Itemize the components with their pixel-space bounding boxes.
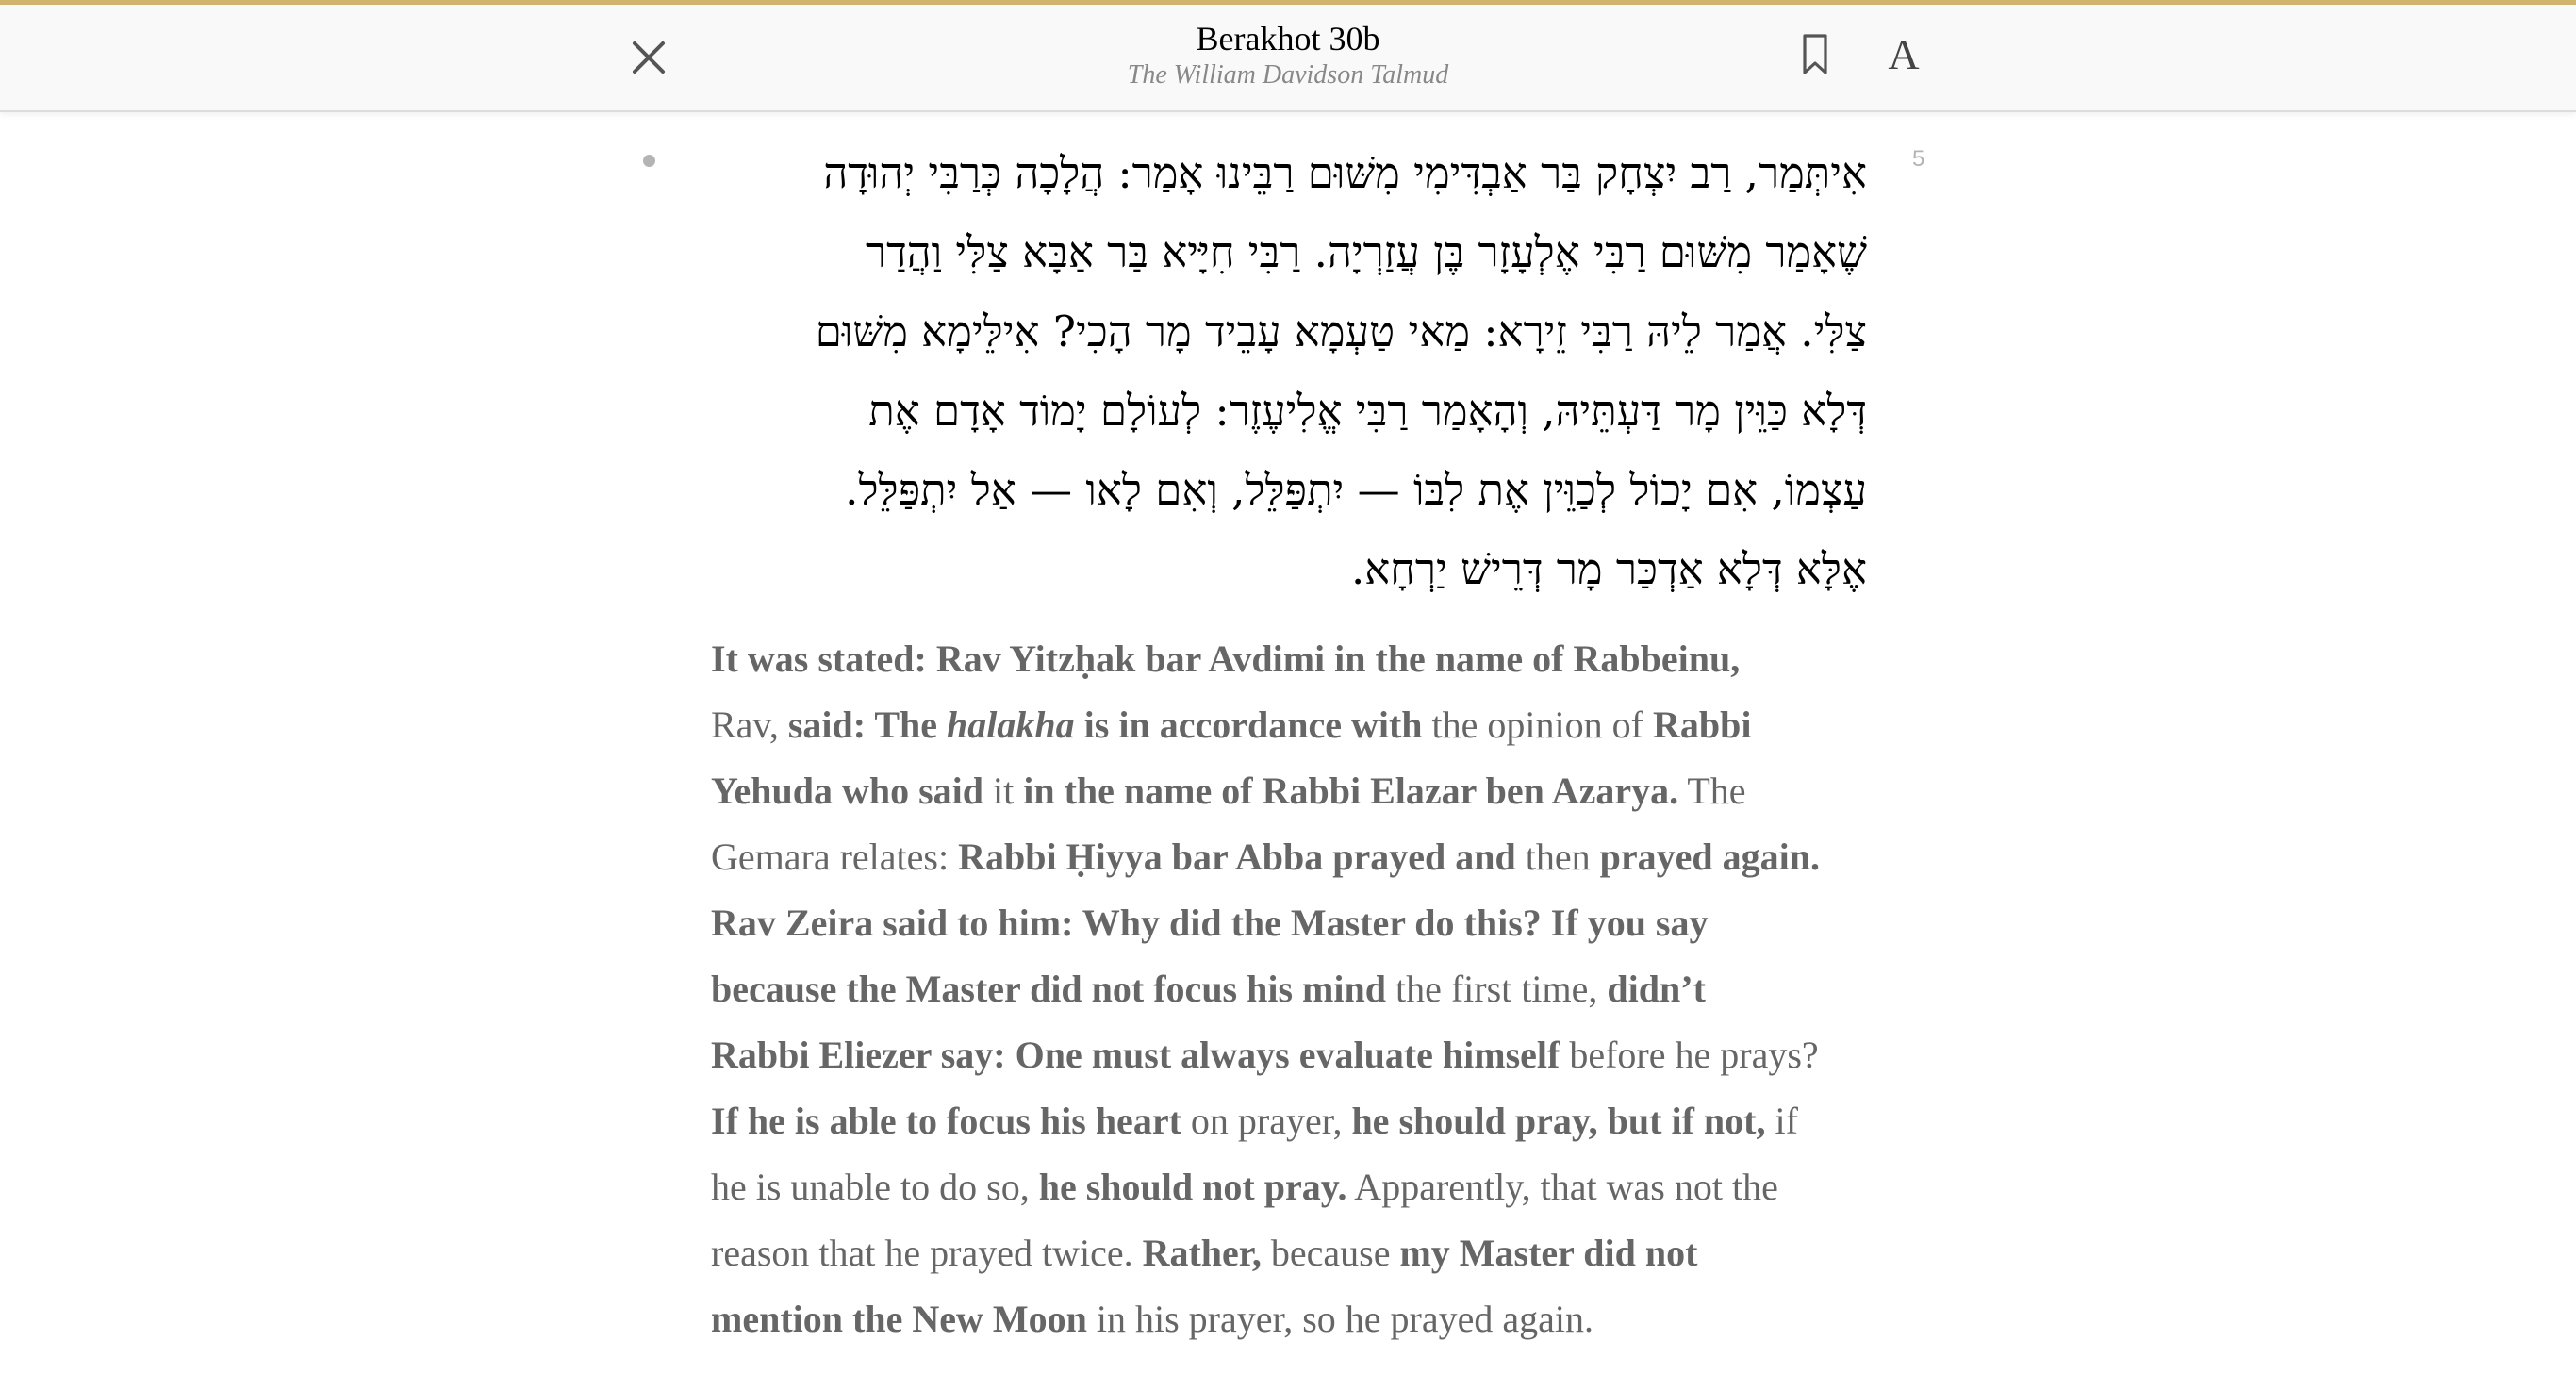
font-settings-button[interactable]: A [1888,30,1920,78]
bold-run: in the name of Rabbi Elazar ben Azarya. [1023,770,1679,812]
bold-run: Yehuda who said [711,770,984,812]
english-line [711,692,1861,758]
english-line [711,1220,1861,1286]
bold-run: is in accordance with [1074,704,1423,746]
english-line [711,1154,1861,1220]
hebrew-line: עַצְמוֹ, אִם יָכוֹל לְכַוֵּין אֶת לִבּוֹ — יִתְפַּלֵּל, וְאִם לָאו — אַל יִתְפַּלֵּל. [845,465,1867,515]
reader-header [0,5,2576,112]
plain-run: The [1678,770,1746,812]
plain-run: the first time, [1385,968,1608,1010]
bold-run: prayed again. [1599,836,1820,878]
hebrew-line: שֶׁאָמַר מִשּׁוּם רַבִּי אֶלְעָזָר בֶּן עֲזַרְיָה. רַבִּי חִיָּיא בַּר אַבָּא צַלִּי וַהֲדַר [865,227,1867,277]
bold-run: Rav Zeira said to him: Why did the Master do this? If you say [711,902,1709,944]
hebrew-line: אֶלָּא דְּלָא אַדְכַּר מָר דְּרֵישׁ יַרְחָא. [1350,544,1867,594]
english-line [711,890,1861,956]
bold-run: he should pray, but if not, [1351,1100,1766,1142]
bold-run: he should not pray. [1038,1166,1347,1208]
plain-run: because [1261,1232,1400,1274]
bookmark-icon [1801,33,1829,76]
plain-run: he is unable to do so, [711,1166,1039,1208]
english-line [711,1088,1861,1154]
bold-run: Rabbi Eliezer say: One must always evaluate himself [711,1034,1560,1076]
english-line [711,1022,1861,1088]
close-button[interactable] [626,35,671,80]
english-line [711,758,1861,824]
page-subtitle: The William Davidson Talmud [1127,60,1449,90]
plain-run: Rav, [711,704,788,746]
plain-run: Gemara relates: [711,836,959,878]
bold-run: because the Master did not focus his mind [711,968,1386,1010]
plain-run: the opinion of [1422,704,1653,746]
bold-run: didn’t [1607,968,1706,1010]
english-line [711,626,1861,692]
bold-run: Rather, [1142,1232,1262,1274]
plain-run: Apparently, that was not the [1346,1166,1778,1208]
bold-run: If he is able to focus his heart [711,1100,1181,1142]
plain-run: on prayer, [1181,1100,1352,1142]
page-title: Berakhot 30b [1196,20,1380,58]
plain-run: if [1765,1100,1798,1142]
segment-number: 5 [1912,146,1925,172]
bold-run: mention the New Moon [711,1298,1087,1340]
plain-run: reason that he prayed twice. [711,1232,1143,1274]
plain-run: it [983,770,1024,812]
english-line [711,1286,1861,1352]
bookmark-button[interactable] [1801,33,1829,76]
bold-run: said: The [787,704,948,746]
english-line [711,956,1861,1022]
plain-run: then [1515,836,1600,878]
title-block [911,18,1665,91]
english-translation [711,626,1861,1352]
segment-marker-dot [643,155,655,167]
bold-run: my Master did not [1399,1232,1698,1274]
plain-run: before he prays? [1560,1034,1819,1076]
bold-run: It was stated: Rav Yitzḥak bar Avdimi in the name of Rabbeinu, [711,637,1741,680]
plain-run: in his prayer, so he prayed again. [1086,1298,1593,1340]
bold-run: Rabbi [1652,704,1752,746]
hebrew-line: דְּלָא כַּוֵּין מָר דַּעְתֵּיהּ, וְהָאָמַר רַבִּי אֱלִיעֶזֶר: לְעוֹלָם יָמוֹד אָדָם אֶת [868,386,1867,436]
hebrew-line: אִיתְּמַר, רַב יִצְחָק בַּר אַבְדִּימִי מִשּׁוּם רַבֵּינוּ אָמַר: הֲלָכָה כְּרַבִּי יְהוּדָה [823,148,1867,198]
close-icon [626,35,671,80]
english-line [711,824,1861,890]
bold-run [947,704,1075,746]
hebrew-line: צַלִּי. אֲמַר לֵיהּ רַבִּי זֵירָא: מַאי טַעְמָא עָבֵיד מָר הָכִי? אִילֵּימָא מִשּׁוּם [815,306,1867,356]
bold-run: Rabbi Ḥiyya bar Abba prayed and [958,836,1516,878]
hebrew-text [698,134,1867,609]
italic-term: halakha [947,704,1075,746]
